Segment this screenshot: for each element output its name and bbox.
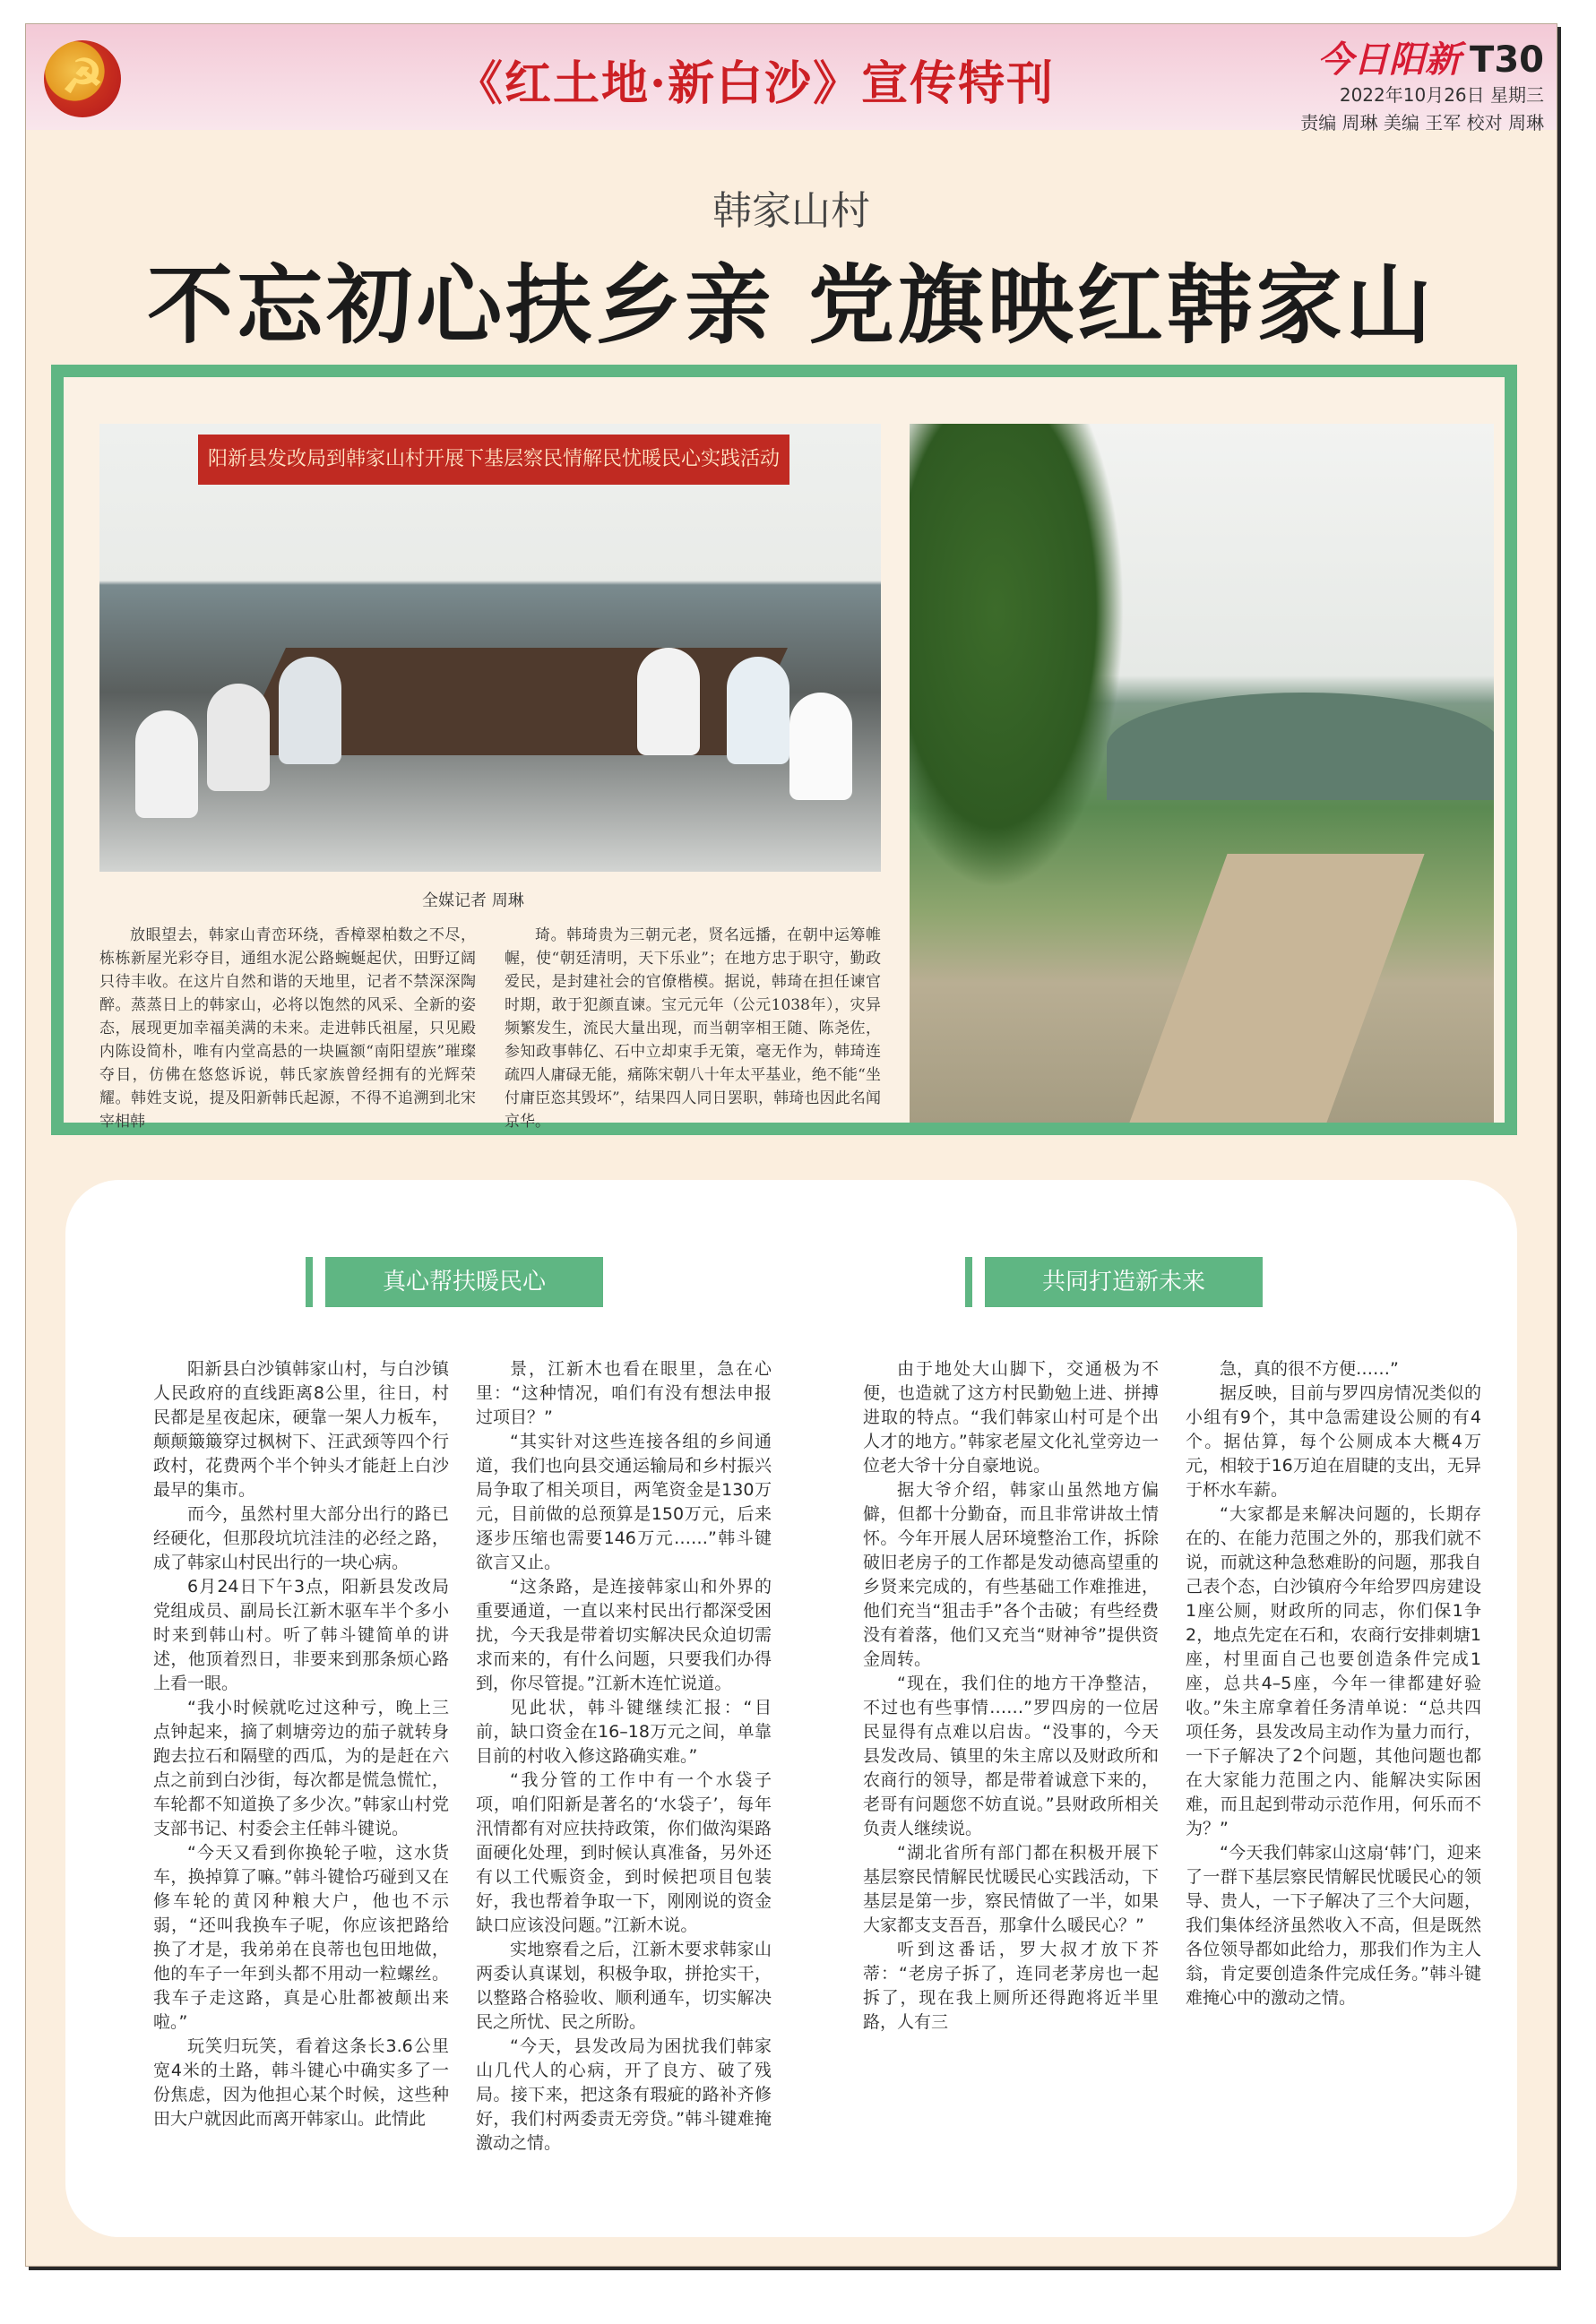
paragraph: 听到这番话，罗大叔才放下芥蒂：“老房子拆了，连同老茅房也一起拆了，现在我上厕所还得跑将近半里路，人有三 [863,1940,1159,2032]
paragraph: 而今，虽然村里大部分出行的路已经硬化，但那段坑坑洼洼的必经之路，成了韩家山村民出行的一块心病。 [153,1504,449,1572]
section-title: 共同打造新未来 [985,1257,1263,1307]
paragraph: 急，真的很不方便……” [1220,1359,1399,1379]
intro-paragraph: 琦。韩琦贵为三朝元老，贤名远播，在朝中运筹帷幄，使“朝廷清明，天下乐业”；在地方忠于职守，勤政爱民，是封建社会的官僚楷模。据说，韩琦在担任谏官时期，敢于犯颜直谏。宝元元年（公元1038年），灾异频繁发生，流民大量出现，而当朝宰相王随、陈尧佐，参知政事韩亿、石中立却束手无策，毫无作为，韩琦连疏四人庸碌无能，痛陈宋朝八十年太平基业，绝不能“坐付庸臣恣其毁坏”，结果四人同日罢职，韩琦也因此名闻京华。 [505,926,881,1131]
paragraph: 6月24日下午3点，阳新县发改局党组成员、副局长江新木驱车半个多小时来到韩山村。听了韩斗键简单的讲述，他顶着烈日，非要来到那条烦心路上看一眼。 [153,1577,449,1693]
paragraph: “这条路，是连接韩家山和外界的重要通道，一直以来村民出行都深受困扰，今天我是带着切实解决民众迫切需求而来的，有什么问题，只要我们办得到，你尽管提。”江新木连忙说道。 [476,1577,772,1693]
dirt-road [1129,854,1424,1123]
editor-credits: 责编 周琳 美编 王军 校对 周琳 [1300,112,1544,133]
headline-kicker: 韩家山村 [712,188,870,234]
paragraph: “我分管的工作中有一个水袋子项，咱们阳新是著名的‘水袋子’，每年汛情都有对应扶持政策，你们做沟渠路面硬化处理，到时候认真准备，另外还有以工代赈资金，到时候把项目包装好，我也帮着争取一下，刚刚说的资金缺口应该没问题。”江新木说。 [476,1770,772,1935]
section-bar [965,1257,972,1307]
paragraph: “今天又看到你换轮子啦，这水货车，换掉算了嘛。”韩斗键恰巧碰到又在修车轮的黄冈种粮大户，他也不示弱，“还叫我换车子呢，你应该把路给换了才是，我弟弟在良蒂也包田地做，他的车子一年到头都不用动一粒螺丝。我车子走这路，真是心肚都被颠出来啦。” [153,1843,449,2032]
article-column-1 [153,1357,449,2131]
attendee [727,657,789,764]
issue-date: 2022年10月26日 星期三 [1339,84,1544,106]
paragraph: “现在，我们住的地方干净整洁，不过也有些事情……”罗四房的一位居民显得有点难以启齿。“没事的，今天县发改局、镇里的朱主席以及财政所和农商行的领导，都是带着诚意下来的，老哥有问题您不妨直说。”县财政所相关负责人继续说。 [863,1674,1159,1838]
article-column-2 [476,1357,772,2156]
section-bar [306,1257,313,1307]
attendee [789,693,852,800]
paragraph: 阳新县白沙镇韩家山村，与白沙镇人民政府的直线距离8公里，往日，村民都是星夜起床，硬靠一架人力板车，颠颠簸簸穿过枫树下、汪武颈等四个行政村，花费两个半个钟头才能赶上白沙最早的集市。 [153,1359,449,1500]
photo-frame-inner [64,377,1505,1131]
attendee [135,710,198,818]
paragraph: 景，江新木也看在眼里，急在心里：“这种情况，咱们有没有想法申报过项目？” [476,1359,772,1427]
paragraph: “今天，县发改局为困扰我们韩家山几代人的心病，开了良方、破了残局。接下来，把这条有瑕疵的路补齐修好，我们村两委责无旁贷。”韩斗键难掩激动之情。 [476,2036,772,2153]
section-title: 真心帮扶暖民心 [325,1257,603,1307]
headline-title: 不忘初心扶乡亲 党旗映红韩家山 [147,254,1436,356]
photo-frame [51,365,1517,1135]
paragraph: 见此状，韩斗键继续汇报：“目前，缺口资金在16–18万元之间，单靠目前的村收入修这路确实难。” [476,1698,772,1766]
village-road-photo [910,424,1494,1123]
mountain [1107,693,1494,800]
article-column-3 [863,1357,1159,2035]
photo-caption: 全媒记者 周琳 [422,891,524,910]
meeting-banner: 阳新县发改局到韩家山村开展下基层察民情解民忧暖民心实践活动 [198,435,789,485]
newspaper-page [25,23,1557,2267]
paragraph: “大家都是来解决问题的，长期存在的、在能力范围之外的，那我们就不说，而就这种急愁难盼的问题，那我自己表个态，白沙镇府今年给罗四房建设1座公厕，财政所的同志，你们保1争2，地点先定在石和，农商行安排刺塘1座，村里面自己也要创造条件完成1座，总共4–5座，今年一律都建好验收。”朱主席拿着任务清单说：“总共四项任务，县发改局主动作为量力而行，一下子解决了2个问题，其他问题也都在大家能力范围之内、能解决实际困难，而且起到带动示范作用，何乐而不为？” [1186,1504,1481,1838]
attendee [207,684,270,791]
paragraph: “湖北省所有部门都在积极开展下基层察民情解民忧暖民心实践活动，下基层是第一步，察民情做了一半，如果大家都支支吾吾，那拿什么暖民心？” [863,1843,1159,1935]
intro-paragraph: 放眼望去，韩家山青峦环绕，香樟翠柏数之不尽，栋栋新屋光彩夺目，通组水泥公路蜿蜒起伏，田野辽阔只待丰收。在这片自然和谐的天地里，记者不禁深深陶醉。蒸蒸日上的韩家山，必将以饱然的风采、全新的姿态，展现更加幸福美满的未来。走进韩氏祖屋，只见殿内陈设简朴，唯有内堂高悬的一块匾额“南阳望族”璀璨夺目，仿佛在悠悠诉说，韩氏家族曾经拥有的光辉荣耀。韩姓支说，提及阳新韩氏起源，不得不追溯到北宋宰相韩 [99,926,476,1131]
masthead [1300,31,1544,134]
paragraph: “我小时候就吃过这种亏，晚上三点钟起来，摘了刺塘旁边的茄子就转身跑去拉石和隔壁的西瓜，为的是赶在六点之前到白沙街，每次都是慌急慌忙，车轮都不知道换了多少次。”韩家山村党支部书记、村委会主任韩斗键说。 [153,1698,449,1838]
paragraph: 据大爷介绍，韩家山虽然地方偏僻，但都十分勤奋，而且非常讲故土情怀。今年开展人居环境整治工作，拆除破旧老房子的工作都是发动德高望重的乡贤来完成的，有些基础工作难推进，他们充当“狙击手”各个击破；有些经费没有着落，他们又充当“财神爷”提供资金周转。 [863,1480,1159,1669]
meeting-photo [99,424,881,872]
banner-title: 《红土地·新白沙》宣传特刊 [456,56,1056,111]
attendee [637,648,700,755]
paragraph: “其实针对这些连接各组的乡间通道，我们也向县交通运输局和乡村振兴局争取了相关项目，两笔资金是130万元，目前做的总预算是150万元，后来逐步压缩也需要146万元……”韩斗键欲言又止。 [476,1432,772,1572]
paragraph: 据反映，目前与罗四房情况类似的小组有9个，其中急需建设公厕的有4个。据估算，每个公厕成本大概4万元，相较于16万迫在眉睫的支出，无异于杯水车薪。 [1186,1383,1481,1500]
masthead-logo: 今日阳新 [1317,39,1462,81]
article-column-4 [1186,1357,1481,2010]
paragraph: 实地察看之后，江新木要求韩家山两委认真谋划，积极争取，拼抢实干，以整路合格验收、顺利通车，切实解决民之所忧、民之所盼。 [476,1940,772,2032]
party-emblem-icon: ☭ [44,40,121,117]
attendee [279,657,341,764]
page-number: T30 [1470,39,1544,81]
paragraph: “今天我们韩家山这扇‘韩’门，迎来了一群下基层察民情解民忧暖民心的领导、贵人，一下子解决了三个大问题，我们集体经济虽然收入不高，但是既然各位领导都如此给力，那我们作为主人翁，肯定要创造条件完成任务。”韩斗键难掩心中的激动之情。 [1186,1843,1481,2008]
paragraph: 由于地处大山脚下，交通极为不便，也造就了这方村民勤勉上进、拼搏进取的特点。“我们韩家山村可是个出人才的地方。”韩家老屋文化礼堂旁边一位老大爷十分自豪地说。 [863,1359,1159,1476]
tree [910,424,1125,890]
header-banner [26,24,1557,133]
paragraph: 玩笑归玩笑，看着这条长3.6公里宽4米的土路，韩斗键心中确实多了一份焦虑，因为他担心某个时候，这些种田大户就因此而离开韩家山。此情此 [153,2036,449,2129]
